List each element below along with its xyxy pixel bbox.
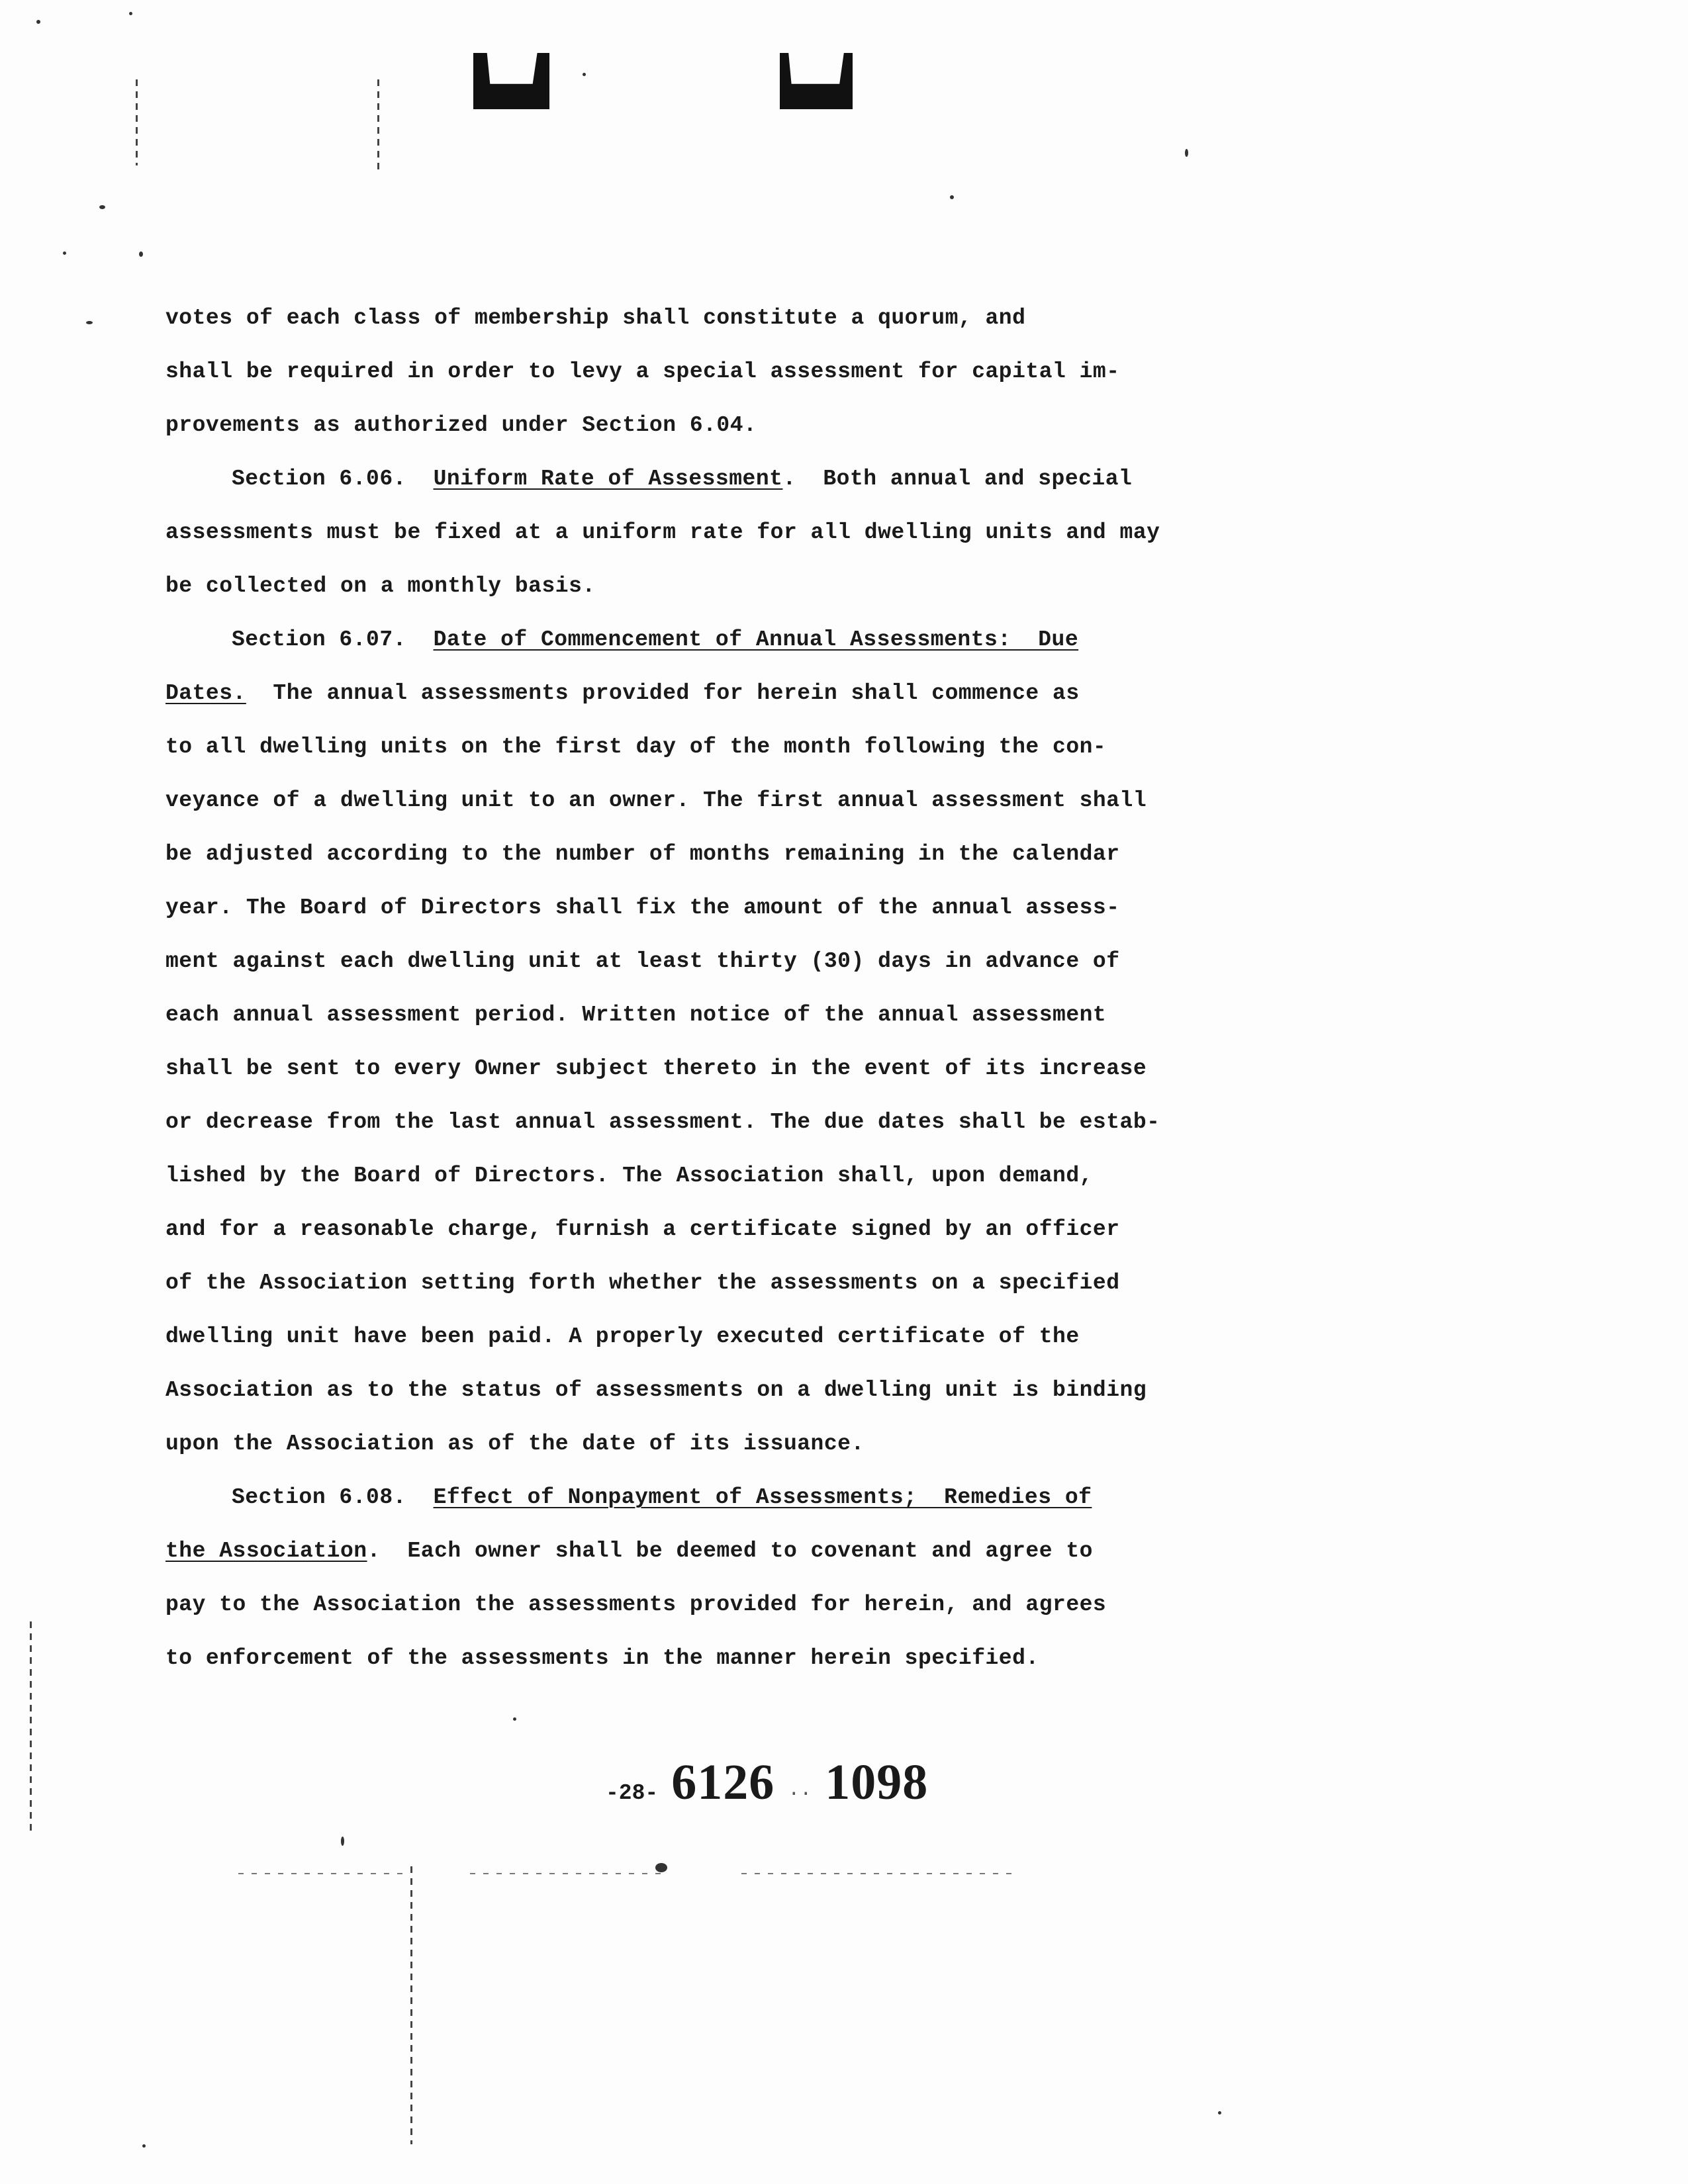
line-text: upon the Association as of the date of its issuance. — [165, 1432, 865, 1456]
section-number: Section 6.06. — [232, 467, 434, 491]
text-line — [165, 1471, 1198, 1524]
line-text: shall be sent to every Owner subject thereto in the event of its increase — [165, 1056, 1147, 1081]
text-line — [165, 1203, 1198, 1256]
speck — [950, 195, 954, 199]
text-line — [165, 1310, 1198, 1363]
page-number: -28- — [606, 1781, 659, 1805]
text-line — [165, 345, 1198, 398]
document-body — [165, 291, 1198, 1685]
text-line — [165, 398, 1198, 452]
section-number: Section 6.08. — [232, 1485, 434, 1510]
edge-mark-center-top — [377, 79, 379, 172]
line-text: Association as to the status of assessments on a dwelling unit is binding — [165, 1378, 1147, 1402]
speck — [1185, 149, 1188, 157]
text-line — [165, 934, 1198, 988]
line-text: ment against each dwelling unit at least thirty (30) days in advance of — [165, 949, 1120, 974]
line-text: to all dwelling units on the first day of the month following the con- — [165, 735, 1107, 759]
book-number: 6126 — [671, 1754, 775, 1810]
line-text: dwelling unit have been paid. A properly executed certificate of the — [165, 1324, 1080, 1349]
speck — [129, 12, 132, 15]
edge-mark-bottom-center — [410, 1866, 412, 2144]
text-line — [165, 720, 1198, 774]
line-text: to enforcement of the assessments in the manner herein specified. — [165, 1646, 1039, 1670]
clip-shadow-right — [780, 53, 853, 109]
text-line — [165, 774, 1198, 827]
line-text: . Both annual and special — [782, 467, 1133, 491]
text-line — [165, 827, 1198, 881]
text-line — [165, 559, 1198, 613]
page-footer — [606, 1754, 950, 1813]
line-text: each annual assessment period. Written notice of the annual assessment — [165, 1003, 1107, 1027]
text-line — [165, 666, 1198, 720]
line-text: votes of each class of membership shall constitute a quorum, and — [165, 306, 1026, 330]
speck — [583, 73, 586, 76]
edge-mark-bottom-mid — [470, 1873, 662, 1874]
speck — [513, 1717, 516, 1721]
speck — [341, 1837, 344, 1846]
speck — [655, 1863, 667, 1872]
section-heading: the Association — [165, 1539, 367, 1563]
line-text: lished by the Board of Directors. The Association shall, upon demand, — [165, 1163, 1093, 1188]
section-heading: Dates. — [165, 681, 246, 705]
speck — [63, 251, 66, 255]
text-line — [165, 1524, 1198, 1578]
clip-shadow-left — [473, 53, 549, 109]
book-separator: ·· — [788, 1783, 812, 1805]
speck — [86, 321, 93, 324]
line-text: be collected on a monthly basis. — [165, 574, 596, 598]
text-line — [165, 988, 1198, 1042]
text-line — [165, 506, 1198, 559]
speck — [139, 251, 143, 257]
speck — [1218, 2111, 1221, 2115]
text-line — [165, 1631, 1198, 1685]
speck — [36, 20, 40, 24]
edge-mark-left-mid — [30, 1621, 32, 1833]
text-line — [165, 1417, 1198, 1471]
line-text: or decrease from the last annual assessment. The due dates shall be estab- — [165, 1110, 1160, 1134]
line-text: shall be required in order to levy a special assessment for capital im- — [165, 359, 1120, 384]
speck — [142, 2144, 146, 2148]
line-text: and for a reasonable charge, furnish a certificate signed by an officer — [165, 1217, 1120, 1242]
text-line — [165, 613, 1198, 666]
edge-mark-left-top — [136, 79, 138, 165]
section-number: Section 6.07. — [232, 627, 434, 652]
speck — [99, 205, 105, 209]
line-text: provements as authorized under Section 6.04. — [165, 413, 757, 437]
text-line — [165, 1042, 1198, 1095]
line-text: The annual assessments provided for herein shall commence as — [246, 681, 1080, 705]
text-line — [165, 1149, 1198, 1203]
line-text: veyance of a dwelling unit to an owner. The first annual assessment shall — [165, 788, 1147, 813]
line-text: of the Association setting forth whether the assessments on a specified — [165, 1271, 1120, 1295]
line-text: be adjusted according to the number of months remaining in the calendar — [165, 842, 1120, 866]
text-line — [165, 881, 1198, 934]
text-line — [165, 1578, 1198, 1631]
line-text: year. The Board of Directors shall fix the amount of the annual assess- — [165, 895, 1120, 920]
section-heading: Effect of Nonpayment of Assessments; Remedies of — [433, 1485, 1092, 1510]
text-line — [165, 1095, 1198, 1149]
section-heading: Date of Commencement of Annual Assessments: Due — [433, 627, 1079, 652]
book-page: 1098 — [825, 1754, 929, 1810]
text-line — [165, 452, 1198, 506]
edge-mark-bottom-left — [238, 1873, 410, 1874]
line-text: pay to the Association the assessments provided for herein, and agrees — [165, 1592, 1107, 1617]
line-text: assessments must be fixed at a uniform rate for all dwelling units and may — [165, 520, 1160, 545]
edge-mark-bottom-right — [741, 1873, 1019, 1874]
section-heading: Uniform Rate of Assessment — [433, 467, 783, 491]
line-text: . Each owner shall be deemed to covenant and agree to — [367, 1539, 1093, 1563]
text-line — [165, 1363, 1198, 1417]
text-line — [165, 291, 1198, 345]
text-line — [165, 1256, 1198, 1310]
